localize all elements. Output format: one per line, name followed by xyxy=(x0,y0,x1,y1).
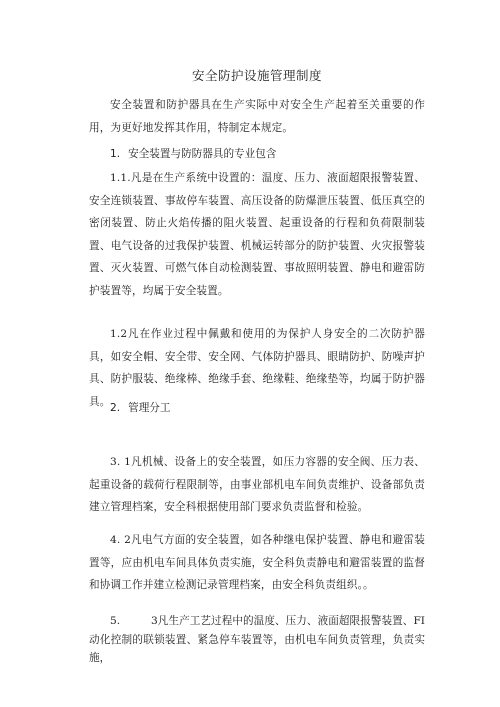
section-1-title: 安全装置与防防器具的专业包含 xyxy=(128,148,277,160)
section-1-heading xyxy=(110,146,276,161)
document-title: 安全防护设施管理制度 xyxy=(191,68,322,83)
item-5-paragraph xyxy=(89,612,425,668)
paragraph-1-1: 1.1.凡是在生产系统中设置的：温度、压力、液面超限报警装置、安全连锁装置、事故停车装置、高压设备的防爆泄压装置、低压真空的密闭装置、防止火焰传播的阻火装置、起重设备的行程和负荷限制装置、电气设备的过我保护装置、机械运转部分的防护装置、火灾报警装置、灭火装置、可燃气体自动检测装置、事故照明装置、静电和避雷防护装置等，均属于安全装置。 xyxy=(89,172,425,297)
item-5-text: 3凡生产工艺过程中的温度、压力、液面超限报警装置、FI动化控制的联锁装置、紧急停车装置等，由机电车间负责管理，负责实施， xyxy=(89,615,425,664)
section-2-heading xyxy=(110,400,170,415)
item-3-paragraph: 3. 1凡机械、设备上的安全装置，如压力容器的安全阀、压力表、起重设备的载荷行程限制等，由事业部机电车间负责维护、设备部负责建立管理档案，安全科根据使用部门要求负责监督和检验。 xyxy=(89,456,425,514)
paragraph-1-2: 1.2凡在作业过程中佩戴和使用的为保护人身安全的二次防护器具，如安全帽、安全带、安全网、气体防护器具、眼睛防护、防噪声护具、防护服装、绝缘棒、绝缘手套、绝缘鞋、绝缘垫等，均属于防护器具。 xyxy=(89,328,425,408)
item-5-number: 5. xyxy=(110,615,121,627)
section-2-number: 2. xyxy=(110,402,121,414)
intro-paragraph: 安全装置和防护器具在生产实际中对安全生产起着至关重要的作用，为更好地发挥其作用，特制定本规定。 xyxy=(89,99,425,134)
section-2-title: 管理分工 xyxy=(128,402,171,414)
item-4-paragraph: 4. 2凡电气方面的安全装置，如各种继电保护装置、静电和避雷装置等，应由机电车间具体负责实施，安全科负责静电和避雷装置的监督和协调工作并建立检测记录管理档案，由安全科负责组织。。 xyxy=(89,534,425,592)
section-1-number: 1. xyxy=(110,148,121,160)
